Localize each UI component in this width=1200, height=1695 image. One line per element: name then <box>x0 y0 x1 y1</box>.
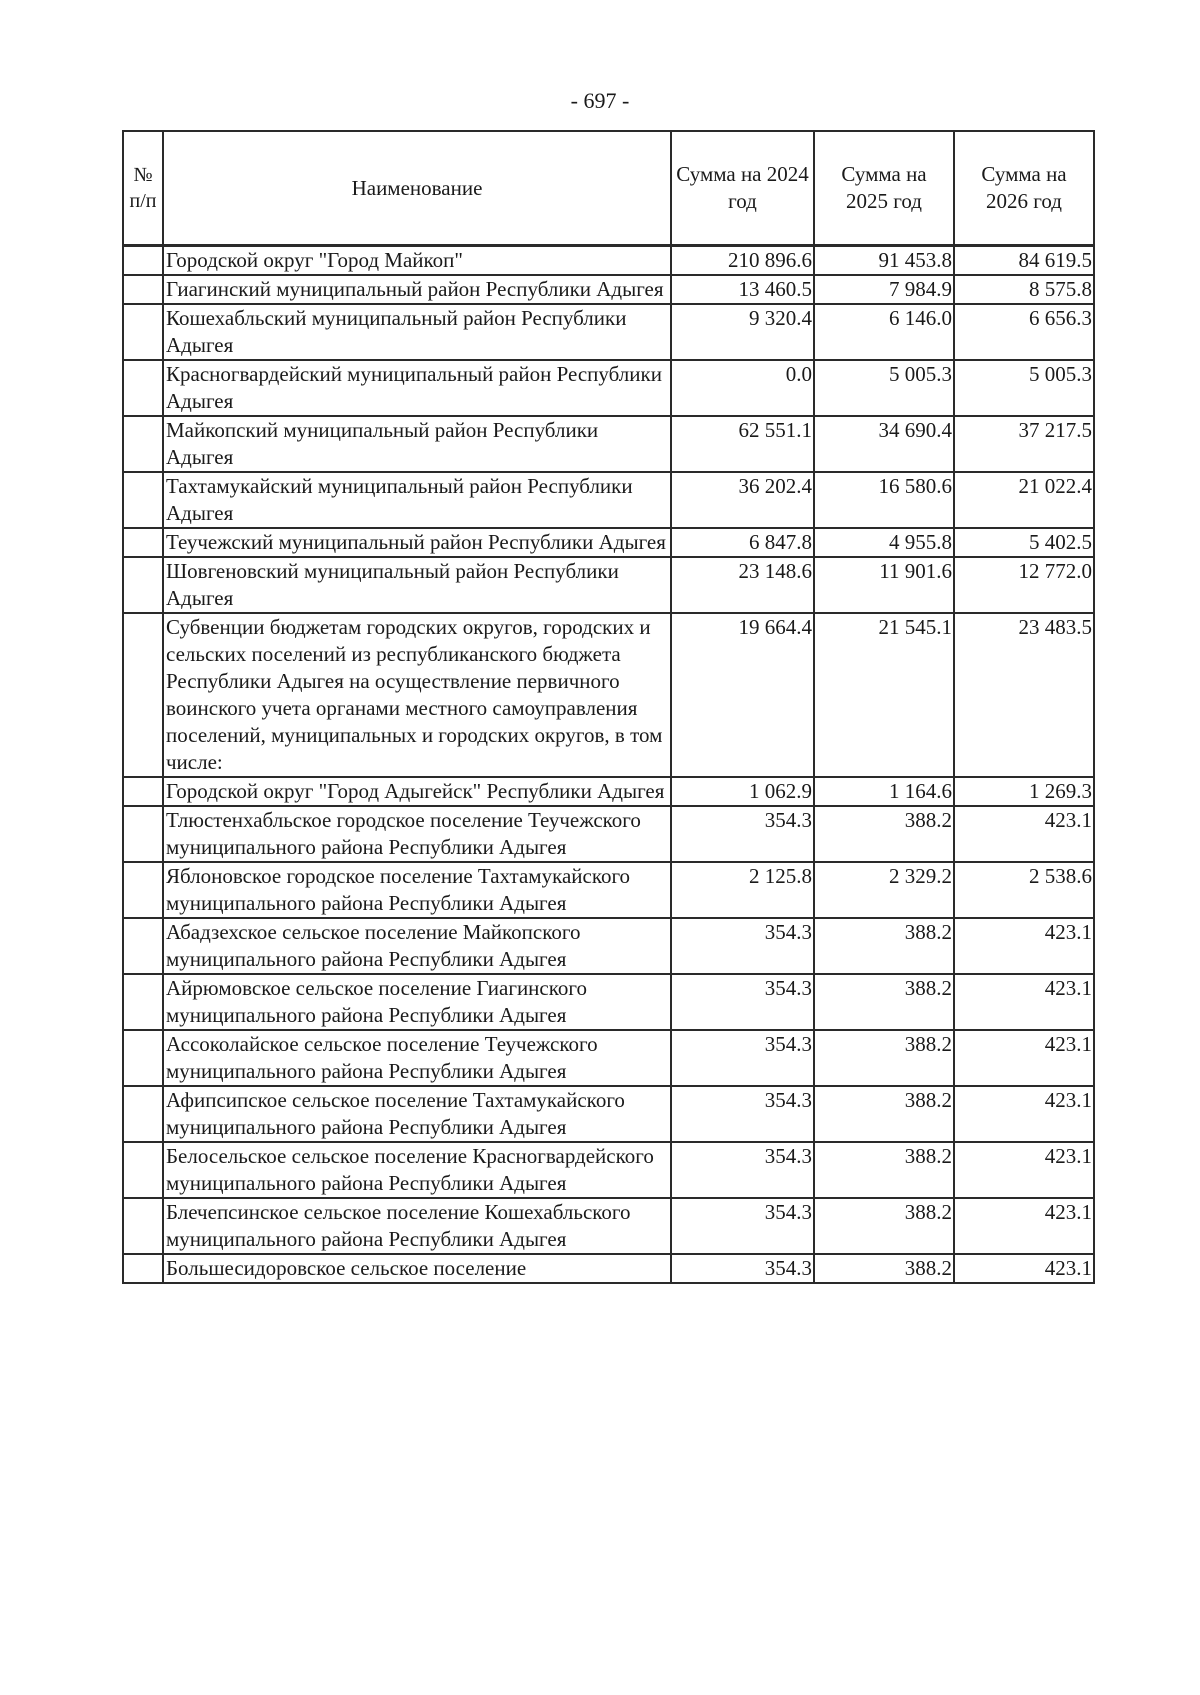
table-row <box>123 304 1094 360</box>
row-sum-2025: 6 146.0 <box>814 304 954 360</box>
row-name: Субвенции бюджетам городских округов, городских и сельских поселений из республиканского бюджета Республики Адыгея на осуществление первичного воинского учета органами местного самоуправления поселений, муниципальных и городских округов, в том числе: <box>163 613 671 777</box>
row-name: Афипсипское сельское поселение Тахтамукайского муниципального района Республики Адыгея <box>163 1086 671 1142</box>
table-row <box>123 1030 1094 1086</box>
row-sum-2024: 354.3 <box>671 974 814 1030</box>
row-name: Городской округ "Город Майкоп" <box>163 246 671 276</box>
row-sum-2026: 423.1 <box>954 974 1094 1030</box>
table-row <box>123 974 1094 1030</box>
row-sum-2025: 91 453.8 <box>814 246 954 276</box>
row-name: Яблоновское городское поселение Тахтамукайского муниципального района Республики Адыгея <box>163 862 671 918</box>
row-number <box>123 918 163 974</box>
row-name: Тлюстенхабльское городское поселение Теучежского муниципального района Республики Адыгея <box>163 806 671 862</box>
row-sum-2024: 354.3 <box>671 1198 814 1254</box>
row-sum-2024: 354.3 <box>671 806 814 862</box>
row-sum-2026: 1 269.3 <box>954 777 1094 806</box>
row-sum-2025: 388.2 <box>814 1142 954 1198</box>
table-row <box>123 613 1094 777</box>
row-sum-2026: 423.1 <box>954 1254 1094 1283</box>
row-name: Городской округ "Город Адыгейск" Республики Адыгея <box>163 777 671 806</box>
budget-table <box>122 130 1095 1284</box>
page-number: - 697 - <box>570 88 630 113</box>
table-row <box>123 360 1094 416</box>
header-number: № п/п <box>123 131 163 246</box>
row-sum-2024: 19 664.4 <box>671 613 814 777</box>
row-name: Майкопский муниципальный район Республики Адыгея <box>163 416 671 472</box>
row-name: Абадзехское сельское поселение Майкопского муниципального района Республики Адыгея <box>163 918 671 974</box>
row-sum-2026: 5 005.3 <box>954 360 1094 416</box>
row-sum-2025: 21 545.1 <box>814 613 954 777</box>
row-sum-2025: 2 329.2 <box>814 862 954 918</box>
row-name: Красногвардейский муниципальный район Республики Адыгея <box>163 360 671 416</box>
row-number <box>123 275 163 304</box>
row-sum-2026: 423.1 <box>954 918 1094 974</box>
row-name: Теучежский муниципальный район Республики Адыгея <box>163 528 671 557</box>
row-sum-2025: 34 690.4 <box>814 416 954 472</box>
row-sum-2025: 388.2 <box>814 1030 954 1086</box>
row-sum-2025: 388.2 <box>814 1198 954 1254</box>
row-name: Тахтамукайский муниципальный район Республики Адыгея <box>163 472 671 528</box>
row-number <box>123 613 163 777</box>
row-sum-2024: 13 460.5 <box>671 275 814 304</box>
row-sum-2025: 7 984.9 <box>814 275 954 304</box>
row-sum-2025: 388.2 <box>814 1086 954 1142</box>
row-number <box>123 777 163 806</box>
row-sum-2026: 423.1 <box>954 1086 1094 1142</box>
row-sum-2024: 9 320.4 <box>671 304 814 360</box>
row-number <box>123 1086 163 1142</box>
row-number <box>123 1254 163 1283</box>
row-sum-2026: 84 619.5 <box>954 246 1094 276</box>
row-sum-2024: 1 062.9 <box>671 777 814 806</box>
header-name: Наименование <box>163 131 671 246</box>
row-sum-2024: 6 847.8 <box>671 528 814 557</box>
table-row <box>123 918 1094 974</box>
table-row <box>123 275 1094 304</box>
row-sum-2024: 0.0 <box>671 360 814 416</box>
row-name: Блечепсинское сельское поселение Кошехабльского муниципального района Республики Адыгея <box>163 1198 671 1254</box>
table-row <box>123 416 1094 472</box>
row-number <box>123 557 163 613</box>
header-sum-2025: Сумма на 2025 год <box>814 131 954 246</box>
table-row <box>123 777 1094 806</box>
row-sum-2026: 5 402.5 <box>954 528 1094 557</box>
row-sum-2025: 388.2 <box>814 974 954 1030</box>
row-name: Шовгеновский муниципальный район Республики Адыгея <box>163 557 671 613</box>
row-sum-2026: 6 656.3 <box>954 304 1094 360</box>
row-number <box>123 304 163 360</box>
table-row <box>123 806 1094 862</box>
row-sum-2024: 354.3 <box>671 1142 814 1198</box>
row-sum-2026: 423.1 <box>954 1142 1094 1198</box>
row-sum-2024: 354.3 <box>671 1030 814 1086</box>
row-number <box>123 472 163 528</box>
row-sum-2026: 2 538.6 <box>954 862 1094 918</box>
row-number <box>123 1198 163 1254</box>
row-sum-2025: 11 901.6 <box>814 557 954 613</box>
header-sum-2024: Сумма на 2024 год <box>671 131 814 246</box>
row-name: Айрюмовское сельское поселение Гиагинского муниципального района Республики Адыгея <box>163 974 671 1030</box>
table-row <box>123 862 1094 918</box>
row-sum-2025: 16 580.6 <box>814 472 954 528</box>
row-sum-2024: 36 202.4 <box>671 472 814 528</box>
row-sum-2024: 23 148.6 <box>671 557 814 613</box>
row-sum-2024: 2 125.8 <box>671 862 814 918</box>
row-sum-2024: 354.3 <box>671 918 814 974</box>
table-row <box>123 1142 1094 1198</box>
row-sum-2024: 354.3 <box>671 1254 814 1283</box>
row-name: Большесидоровское сельское поселение <box>163 1254 671 1283</box>
row-number <box>123 246 163 276</box>
row-number <box>123 862 163 918</box>
row-number <box>123 806 163 862</box>
row-name: Кошехабльский муниципальный район Республики Адыгея <box>163 304 671 360</box>
row-sum-2026: 23 483.5 <box>954 613 1094 777</box>
row-number <box>123 360 163 416</box>
row-sum-2025: 388.2 <box>814 806 954 862</box>
row-sum-2025: 388.2 <box>814 918 954 974</box>
row-sum-2025: 388.2 <box>814 1254 954 1283</box>
row-sum-2026: 12 772.0 <box>954 557 1094 613</box>
row-number <box>123 416 163 472</box>
row-sum-2026: 37 217.5 <box>954 416 1094 472</box>
table-row <box>123 1198 1094 1254</box>
row-sum-2026: 423.1 <box>954 1030 1094 1086</box>
row-name: Белосельское сельское поселение Красногвардейского муниципального района Республики Адыгея <box>163 1142 671 1198</box>
header-sum-2026: Сумма на 2026 год <box>954 131 1094 246</box>
row-sum-2025: 1 164.6 <box>814 777 954 806</box>
row-sum-2025: 4 955.8 <box>814 528 954 557</box>
table-row <box>123 1086 1094 1142</box>
row-name: Ассоколайское сельское поселение Теучежского муниципального района Республики Адыгея <box>163 1030 671 1086</box>
row-sum-2026: 8 575.8 <box>954 275 1094 304</box>
row-sum-2024: 354.3 <box>671 1086 814 1142</box>
table-row <box>123 246 1094 276</box>
row-number <box>123 1142 163 1198</box>
row-number <box>123 974 163 1030</box>
table-row <box>123 557 1094 613</box>
row-sum-2025: 5 005.3 <box>814 360 954 416</box>
row-sum-2026: 423.1 <box>954 806 1094 862</box>
row-number <box>123 1030 163 1086</box>
row-name: Гиагинский муниципальный район Республики Адыгея <box>163 275 671 304</box>
table-header-row <box>123 131 1094 246</box>
row-sum-2024: 210 896.6 <box>671 246 814 276</box>
row-number <box>123 528 163 557</box>
row-sum-2026: 21 022.4 <box>954 472 1094 528</box>
row-sum-2024: 62 551.1 <box>671 416 814 472</box>
row-sum-2026: 423.1 <box>954 1198 1094 1254</box>
table-row <box>123 472 1094 528</box>
table-row <box>123 528 1094 557</box>
table-row <box>123 1254 1094 1283</box>
